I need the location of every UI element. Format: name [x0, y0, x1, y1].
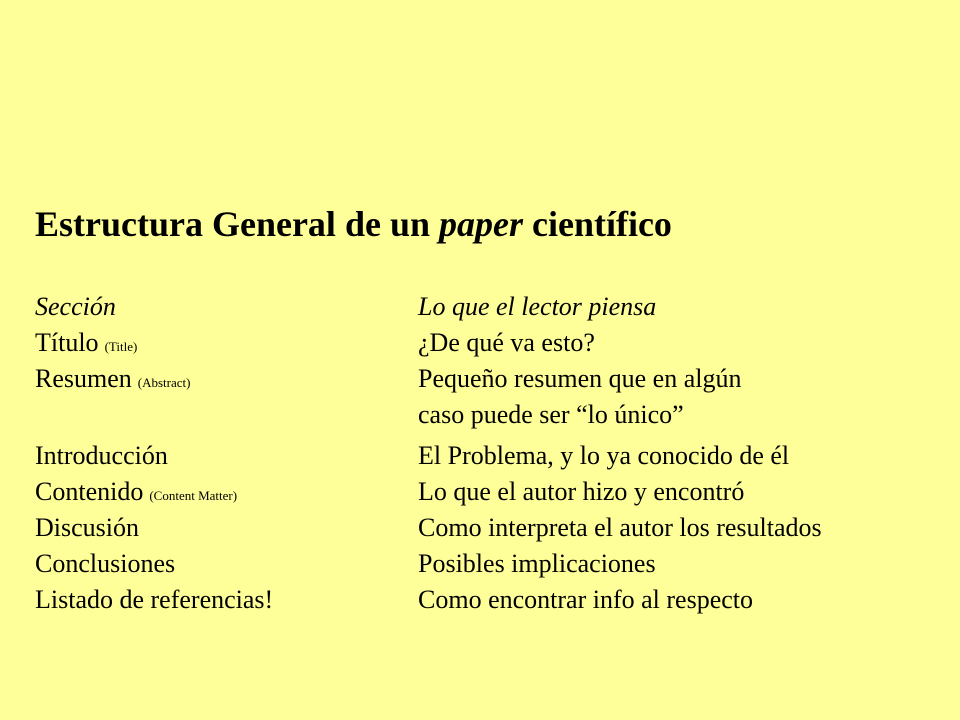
row-introduccion — [0, 438, 960, 474]
row-titulo — [0, 325, 960, 361]
row-resumen — [0, 361, 960, 397]
section-label — [35, 325, 137, 365]
reader-text: Lo que el autor hizo y encontró — [418, 477, 745, 506]
section-name: Introducción — [35, 441, 168, 470]
section-label — [35, 438, 174, 478]
section-label — [35, 397, 41, 437]
title-part1: Estructura General de un — [35, 204, 439, 244]
section-note: (Title) — [104, 339, 138, 354]
section-name: Conclusiones — [35, 549, 176, 578]
section-label — [35, 361, 190, 401]
row-contenido — [0, 474, 960, 510]
section-name: Resumen — [35, 364, 132, 393]
title-emphasis: paper — [438, 204, 523, 244]
header-row — [0, 289, 960, 325]
section-note: (Content Matter) — [149, 488, 238, 503]
section-name: Contenido — [35, 477, 144, 506]
section-name: Título — [35, 328, 99, 357]
header-reader: Lo que el lector piensa — [418, 292, 657, 321]
section-name: Discusión — [35, 513, 139, 542]
reader-text: caso puede ser “lo único” — [418, 400, 684, 429]
row-referencias — [0, 582, 960, 618]
row-conclusiones — [0, 546, 960, 582]
row-discusion — [0, 510, 960, 546]
slide-title — [35, 202, 672, 246]
row-resumen-cont — [0, 397, 960, 433]
header-section: Sección — [35, 292, 116, 321]
reader-text: Pequeño resumen que en algún — [418, 364, 742, 393]
title-part2: científico — [522, 204, 672, 244]
reader-text: Como encontrar info al respecto — [418, 585, 753, 614]
reader-text: ¿De qué va esto? — [418, 328, 595, 357]
section-note: (Abstract) — [137, 375, 191, 390]
reader-text: El Problema, y lo ya conocido de él — [418, 441, 790, 470]
section-label — [35, 582, 279, 622]
section-label — [35, 510, 145, 550]
section-label — [35, 546, 181, 586]
section-name: Listado de referencias! — [35, 585, 274, 614]
reader-text: Como interpreta el autor los resultados — [418, 513, 822, 542]
section-label — [35, 474, 237, 514]
reader-text: Posibles implicaciones — [418, 549, 656, 578]
